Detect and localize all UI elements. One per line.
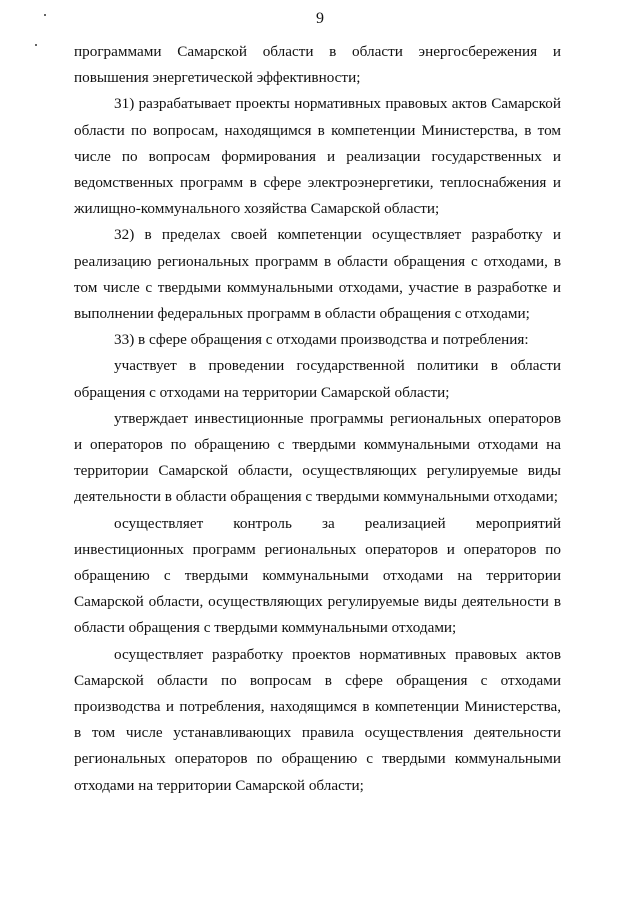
page-number: 9	[316, 10, 324, 27]
paragraph-subitem: осуществляет разработку проектов нормативных правовых актов Самарской области по вопросам в сфере обращения с отходами производства и потребления, находящимся в компетенции Министерства, в том числе устанавливающих правила осуществления деятельности региональных операторов по обращению с твердыми коммунальными отходами на территории Самарской области;	[74, 645, 561, 794]
paragraph-continuation: программами Самарской области в области энергосбережения и повышения энергетической эффективности;	[74, 43, 561, 87]
paragraph-subitem: утверждает инвестиционные программы региональных операторов и операторов по обращению с твердыми коммунальными отходами на территории Самарской области, осуществляющих регулируемые виды деятельности в области обращения с твердыми коммунальными отходами;	[74, 409, 561, 506]
paragraph-subitem: осуществляет контроль за реализацией мероприятий инвестиционных программ региональных операторов и операторов по обращению с твердыми коммунальными отходами на территории Самарской области, осуществляющих регулируемые виды деятельности в области обращения с твердыми коммунальными отходами;	[74, 514, 561, 637]
document-body	[74, 39, 561, 799]
paragraph-item-33: 33) в сфере обращения с отходами производства и потребления:	[114, 331, 529, 349]
paragraph-item-32: 32) в пределах своей компетенции осуществляет разработку и реализацию региональных программ в области обращения с отходами, в том числе с твердыми коммунальными отходами, участие в разработке и выполнении федеральных программ в области обращения с отходами;	[74, 226, 561, 323]
paragraph-item-31: 31) разрабатывает проекты нормативных правовых актов Самарской области по вопросам, находящимся в компетенции Министерства, в том числе по вопросам формирования и реализации государственных и ведомственных программ в сфере электроэнергетики, теплоснабжения и жилищно-коммунального хозяйства Самарской области;	[74, 95, 561, 218]
paragraph-subitem: участвует в проведении государственной политики в области обращения с отходами на территории Самарской области;	[74, 357, 561, 401]
scan-speck	[35, 44, 37, 46]
